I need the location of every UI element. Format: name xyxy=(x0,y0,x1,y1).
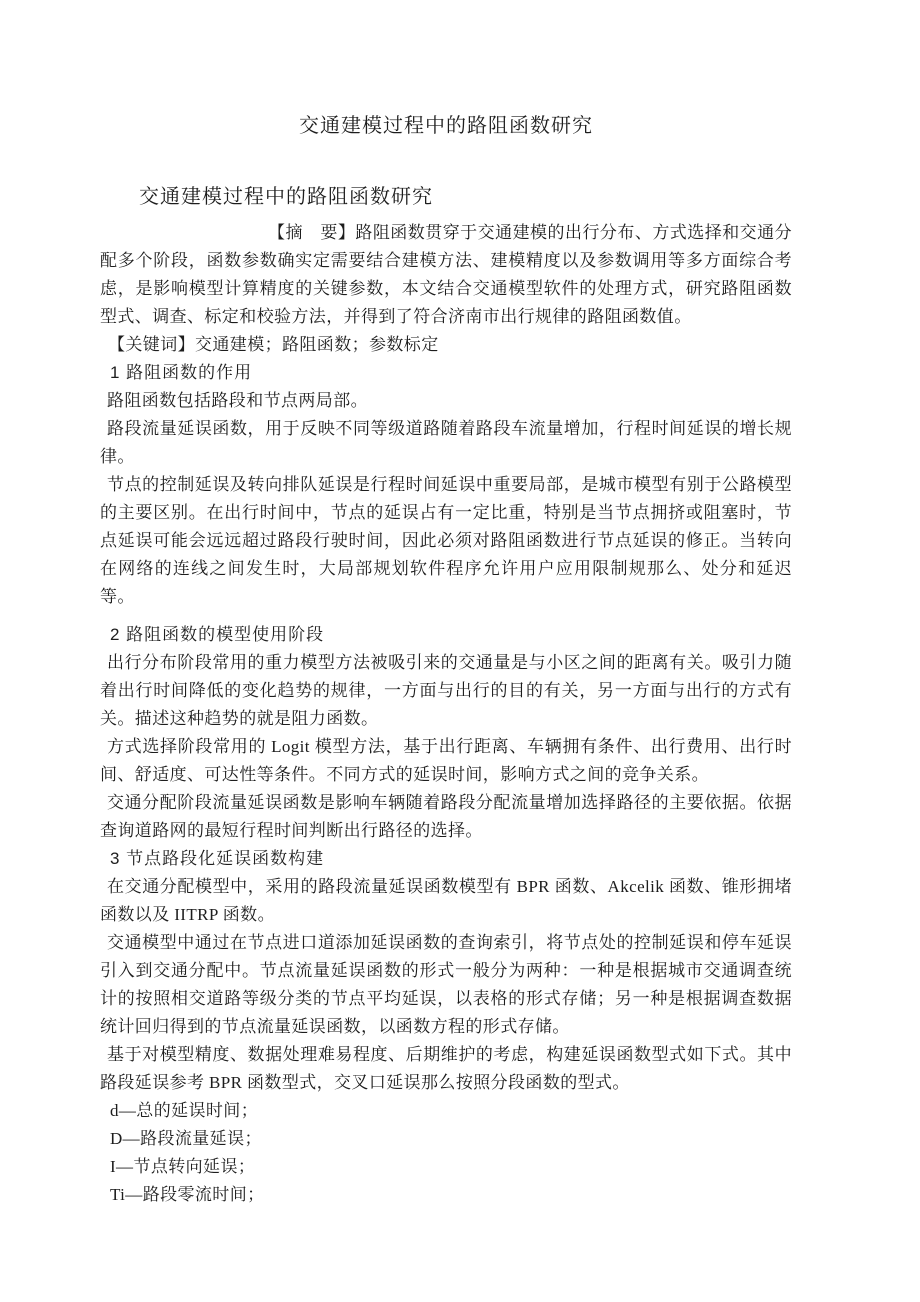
section-1-paragraph-3: 节点的控制延误及转向排队延误是行程时间延误中重要局部，是城市模型有别于公路模型的主要区别。在出行时间中，节点的延误占有一定比重，特别是当节点拥挤或阻塞时，节点延误可能会远远超过路段行驶时间，因此必须对路阻函数进行节点延误的修正。当转向在网络的连线之间发生时，大局部规划软件程序允许用户应用限制规那么、处分和延迟等。 xyxy=(100,475,792,606)
section-1-paragraph-1: 路阻函数包括路段和节点两局部。 xyxy=(107,391,368,410)
document-content xyxy=(100,112,792,1209)
definition-line-Ti: Ti—路段零流时间； xyxy=(110,1185,265,1204)
section-3-paragraph-3: 基于对模型精度、数据处理难易程度、后期维护的考虑，构建延误函数型式如下式。其中路段延误参考 BPR 函数型式，交叉口延误那么按照分段函数的型式。 xyxy=(100,1045,792,1092)
document-title: 交通建模过程中的路阻函数研究 xyxy=(299,115,593,137)
section-1-heading: 1 路阻函数的作用 xyxy=(110,363,253,382)
section-2-paragraph-1: 出行分布阶段常用的重力模型方法被吸引来的交通量是与小区之间的距离有关。吸引力随着出行时间降低的变化趋势的规律，一方面与出行的目的有关，另一方面与出行的方式有关。描述这种趋势的就是阻力函数。 xyxy=(100,653,792,728)
section-2-paragraph-2: 方式选择阶段常用的 Logit 模型方法，基于出行距离、车辆拥有条件、出行费用、出行时间、舒适度、可达性等条件。不同方式的延误时间，影响方式之间的竞争关系。 xyxy=(100,737,792,784)
definition-line-D: D—路段流量延误； xyxy=(110,1129,262,1148)
abstract-paragraph: 【摘 要】路阻函数贯穿于交通建模的出行分布、方式选择和交通分配多个阶段，函数参数确实定需要结合建模方法、建模精度以及参数调用等多方面综合考虑，是影响模型计算精度的关键参数，本文结合交通模型软件的处理方式，研究路阻函数型式、调查、标定和校验方法，并得到了符合济南市出行规律的路阻函数值。 xyxy=(100,223,792,326)
definition-line-I: I—节点转向延误； xyxy=(110,1157,256,1176)
definition-line-d: d—总的延误时间； xyxy=(110,1101,259,1120)
keywords-line: 【关键词】交通建模；路阻函数；参数标定 xyxy=(108,335,439,354)
section-3-paragraph-1: 在交通分配模型中，采用的路段流量延误函数模型有 BPR 函数、Akcelik 函数、锥形拥堵函数以及 IITRP 函数。 xyxy=(100,877,792,924)
section-3-heading: 3 节点路段化延误函数构建 xyxy=(110,849,325,868)
section-1-paragraph-2: 路段流量延误函数，用于反映不同等级道路随着路段车流量增加，行程时间延误的增长规律。 xyxy=(100,419,792,466)
section-2-heading: 2 路阻函数的模型使用阶段 xyxy=(110,625,325,644)
section-3-paragraph-2: 交通模型中通过在节点进口道添加延误函数的查询索引，将节点处的控制延误和停车延误引入到交通分配中。节点流量延误函数的形式一般分为两种：一种是根据城市交通调查统计的按照相交道路等级分类的节点平均延误，以表格的形式存储；另一种是根据调查数据统计回归得到的节点流量延误函数，以函数方程的形式存储。 xyxy=(100,933,792,1036)
section-2-paragraph-3: 交通分配阶段流量延误函数是影响车辆随着路段分配流量增加选择路径的主要依据。依据查询道路网的最短行程时间判断出行路径的选择。 xyxy=(100,793,792,840)
document-subtitle: 交通建模过程中的路阻函数研究 xyxy=(139,186,433,208)
